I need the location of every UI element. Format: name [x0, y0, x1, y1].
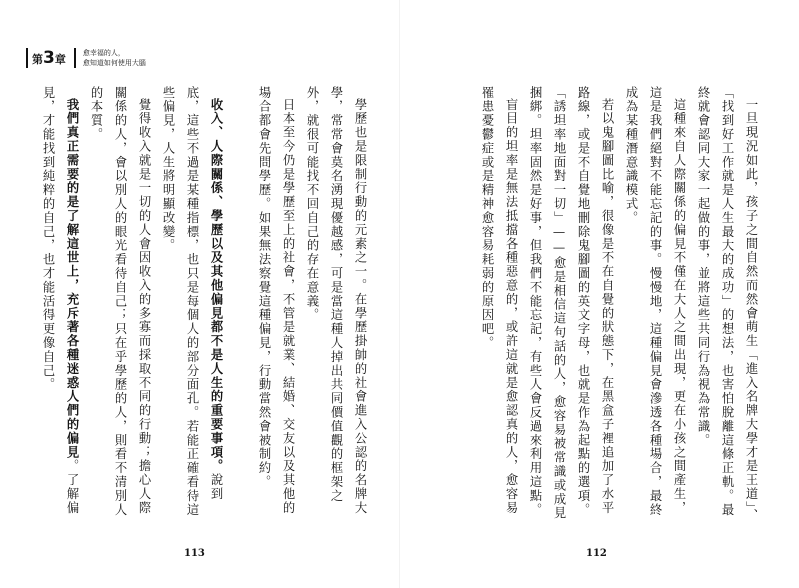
- right-page-body: [418, 86, 763, 526]
- paragraph: [156, 86, 228, 526]
- chapter-label: [28, 48, 74, 68]
- page-gutter: [399, 0, 400, 588]
- paragraph: 日本至今仍是學歷至上的社會，不管是就業、結婚、交友以及其他的場合都會先問學歷。如果無法察覺這種偏見，行動當然會被制約。: [257, 86, 295, 516]
- paragraph: 一旦現況如此，孩子之間自然而然會萌生「進入名牌大學才是王道」、「找到好工作就是人生最大的成功」的想法，也害怕脫離這條正軌。最終就會認同大家一起做的事，並將這些共同行為視為常識。: [696, 86, 758, 524]
- chapter-subtitle: 愈幸福的人， 愈知道如何使用大腦: [82, 49, 146, 67]
- left-page-body: [41, 86, 372, 526]
- paragraph: 這種來自人際關係的偏見不僅在大人之間出現，更在小孩之間產生，這是我們絕對不能忘記的事。慢慢地，這種偏見會滲透各種場合，最終成為某種潛意識模式。: [624, 86, 686, 517]
- chapter-suffix: 章: [54, 53, 66, 66]
- paragraph: [36, 86, 84, 526]
- paragraph: 學歷也是限制行動的元素之一。在學歷掛帥的社會進入公認的名牌大學，常常會莫名湧現優越感，可是當這種人掉出共同價值觀的框架之外，就很可能找不回自己的存在意義。: [305, 86, 367, 516]
- paragraph: 「誘坦率地面對一切」——愈是相信這句話的人，愈容易被常識或成見捆綁。坦率固然是好事，但我們不能忘記，有些人會反過來利用這點。: [528, 86, 566, 521]
- paragraph-tail: 。了解偏見，才能找到純粹的自己，也才能活得更像自己。: [41, 86, 79, 516]
- paragraph-spacer: [228, 86, 252, 526]
- paragraph-tail: 說到底，這些不過是某種指標，也只是每個人的部分面孔。若能正確看待這些偏見，人生將明顯改變。: [161, 86, 223, 517]
- page-number-left: 113: [184, 548, 205, 559]
- emphasis-text: 收入、人際關係、學歷以及其他偏見都不是人生的重要事項。: [209, 98, 224, 474]
- running-header: [26, 46, 146, 70]
- paragraph: 盲目的坦率是無法抵擋各種惡意的，或許這就是愈認真的人，愈容易罹患憂鬱症或是精神愈容易耗弱的原因吧。: [480, 86, 518, 516]
- chapter-number: 3: [43, 48, 55, 68]
- paragraph: 若以鬼腳圖比喻，很像是不在自覺的狀態下，在黑盒子裡追加了水平路線，或是不自覺地刪除鬼腳圖的英文字母，也就是作為起點的選項。: [576, 86, 614, 517]
- chapter-prefix: 第: [32, 53, 43, 66]
- emphasis-text: 我們真正需要的是了解這世上，充斥著各種迷惑人們的偏見: [65, 98, 80, 460]
- paragraph: 覺得收入就是一切的人會因收入的多寡而採取不同的行動；擔心人際關係的人，會以別人的眼光看待自己；只在乎學歷的人，則看不清別人的本質。: [89, 86, 151, 517]
- page-number-right: 112: [586, 548, 607, 559]
